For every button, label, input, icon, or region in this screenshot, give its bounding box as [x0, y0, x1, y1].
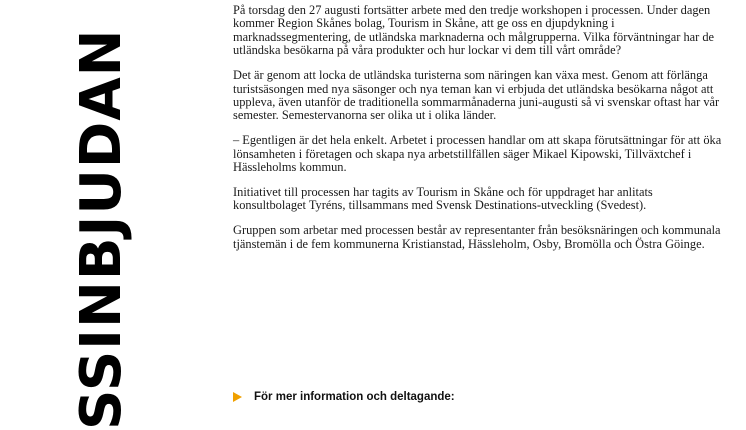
more-info-heading: [233, 391, 455, 403]
paragraph-foreign-tourists: Det är genom att locka de utländska turisterna som näringen kan växa mest. Genom att förlänga turistsäsongen med nya säsonger och nya teman kan vi erbjuda det utländska besökarna något att uppleva, även utanför de traditionella sommarmånaderna juni-augusti så vi svenskar oftast har vår semester. Semestervanorna ser olika ut i olika länder.: [233, 68, 720, 123]
article-body: [233, 4, 723, 263]
more-info-label: För mer information och deltagande:: [254, 391, 455, 403]
paragraph-workshop-intro: På torsdag den 27 augusti fortsätter arbete med den tredje workshopen i processen. Under dagen kommer Region Skånes bolag, Tourism in Skåne, att ge oss en djupdykning i marknadssegmentering, de utländska marknaderna och målgrupperna. Vilka förväntningar har de utländska besökarna på våra produkter och hur lockar vi dem till vårt område?: [233, 3, 715, 58]
paragraph-quote: – Egentligen är det hela enkelt. Arbetet i processen handlar om att skapa förutsättningar för att öka lönsamheten i företagen och skapa nya arbetstillfällen säger Mikael Kipowski, Tillväxtchef i Hässleholms kommun.: [233, 133, 722, 175]
vertical-title-banner: [69, 28, 142, 430]
paragraph-initiative: Initiativet till processen har tagits av Tourism in Skåne och för uppdraget har anlitats konsultbolaget Tyréns, tillsammans med Svensk Destinations-utveckling (Svedest).: [233, 184, 653, 213]
arrow-right-icon: [233, 392, 242, 402]
vertical-title-text: SSINBJUDAN: [69, 28, 134, 430]
paragraph-group: Gruppen som arbetar med processen består av representanter från besöksnäringen och kommunala tjänstemän i de fem kommunerna Kristianstad, Hässleholm, Osby, Bromölla och Östra Göinge.: [233, 223, 721, 251]
